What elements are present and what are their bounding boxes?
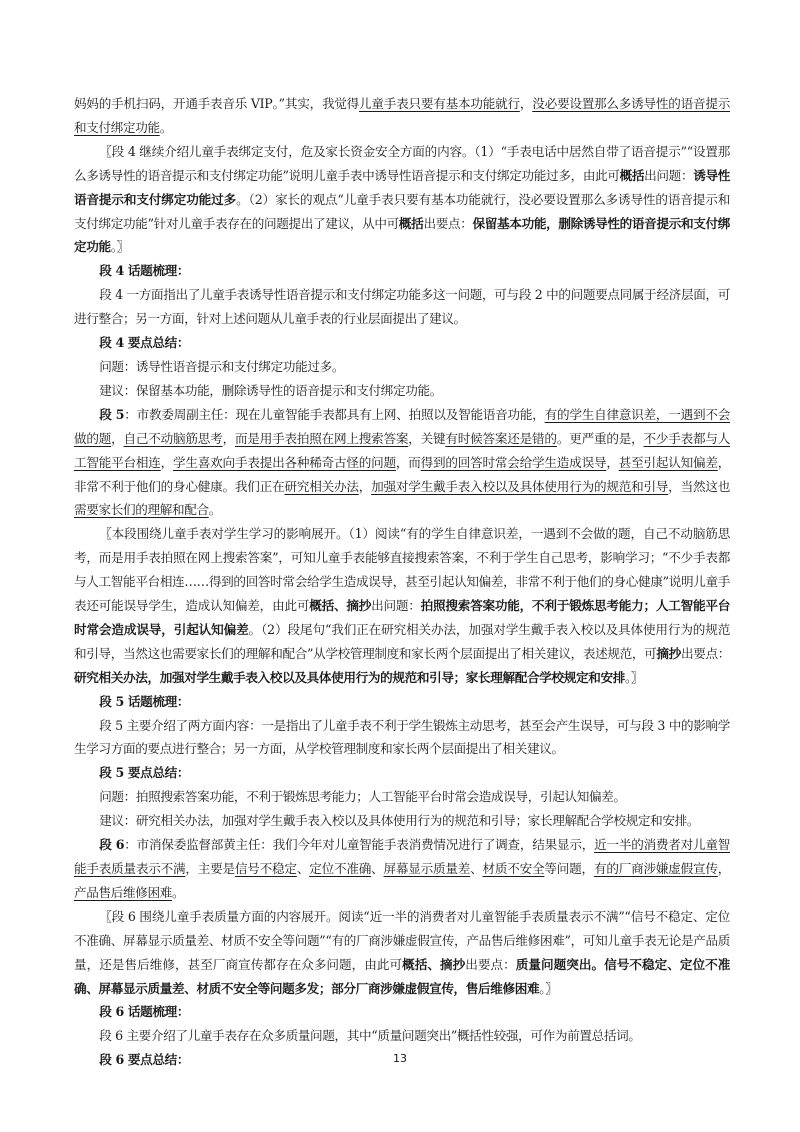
underlined-text: 自己不动脑筋思考 <box>123 430 223 446</box>
text-run: ，当然这也 <box>668 478 730 494</box>
text-run: ， <box>519 96 533 111</box>
underlined-text: 研究相关办法 <box>284 478 359 494</box>
text-run: 段 6 主要介绍了儿童手表存在众多质量问题，其中“质量问题突出”概括性较强，可作为前置总括词。 <box>99 1028 641 1044</box>
text-run: 。 <box>159 119 172 135</box>
text-run: 问题：诱导性语音提示和支付绑定功能过多。 <box>99 358 345 374</box>
text-run: ，主要是 <box>185 861 235 876</box>
underlined-text: 屏幕显示质量差 <box>383 861 471 876</box>
text-run: 。〗 <box>110 239 129 255</box>
text-run: 段 4 一方面指出了儿童手表诱导性语音提示和支付绑定功能多这一问题，可与段 2 中的问题要点同属于经济层面，可进行整合；另一方面，针对上述问题从儿童手表的行业层面提出了建议。 <box>74 287 730 327</box>
text-run: ，关键 <box>408 430 446 446</box>
text-run: ， <box>717 861 730 876</box>
text-run: 建议：研究相关办法，加强对学生戴手表入校以及具体使用行为的规范和引导；家长理解配合学校规定和安排。 <box>99 813 700 829</box>
text-run: ，非常不利于他们的身心健康。我们正在 <box>74 454 730 494</box>
bold-text: 保留基本功能，删除诱导性的语音提示和支付绑定功能 <box>74 215 730 255</box>
text-run: ， <box>111 430 124 446</box>
text-run: 建议：保留基本功能，删除诱导性的语音提示和支付绑定功能。 <box>99 382 443 398</box>
text-run: 妈妈的手机扫码，开通手表音乐 VIP。”其实，我觉得 <box>74 96 360 111</box>
text-run: 出要点： <box>423 215 473 231</box>
underlined-text: 有的学生自律意识差，一遇到不会做的题 <box>74 406 730 446</box>
text-run: 、 <box>296 861 310 876</box>
text-run: 出要点： <box>465 956 516 972</box>
text-run: ， <box>358 478 372 494</box>
underlined-text: 需要家长们的理解和配合 <box>74 502 209 518</box>
paragraph <box>74 92 730 140</box>
underlined-text: 有的厂商涉嫌虚假宣传 <box>593 861 718 876</box>
underlined-text: 定位不准确 <box>309 861 372 876</box>
underlined-text: 不少手表都与人工智能平台相连 <box>74 430 731 470</box>
document-body <box>74 92 730 1072</box>
bold-text: 概括 <box>398 215 424 231</box>
paragraph <box>74 522 730 689</box>
text-run: ， <box>160 454 174 470</box>
text-run: 。（2）家长的观点“儿童手表只要有基本功能就行，没必要设置那么多诱导性的语音提示和支付绑定功能”针对儿童手表存在的问题提出了建议，从中可 <box>74 191 730 231</box>
underlined-text: 甚至引起认知偏差 <box>618 454 718 470</box>
section-heading: 段 5 要点总结： <box>99 765 190 781</box>
text-run: 段 5 主要介绍了两方面内容：一是指出了儿童手表不利于学生锻炼主动思考，甚至会产生误导，可与段 3 中的影响学生学习方面的要点进行整合；另一方面，从学校管理制度和家长两个层面提出了相关建议。 <box>74 717 730 757</box>
text-run: 、 <box>371 861 384 876</box>
text-run: 〖段 6 围绕儿童手表质量方面的内容展开。阅读“近一半的消费者对儿童智能手表质量表示不满”“信号不稳定、定位不准确、屏幕显示质量差、材质不安全等问题”“有的厂商涉嫌虚假宣传，产品售后维修困难”，可知儿童手表无论是产品质量，还是售后维修，甚至厂商宣传都存在众多问题，由此可 <box>74 908 730 972</box>
underlined-text: 加强对学生戴手表入校以及具体使用行为的规范和引导 <box>371 478 669 494</box>
paragraph <box>74 1024 730 1048</box>
paragraph <box>74 905 730 1001</box>
underlined-text: 没必要设置那么多诱导性的语音提示和支付绑定功能 <box>74 96 730 135</box>
underlined-text: 而是用手表拍照在网上搜索答案 <box>234 430 409 446</box>
underlined-text: 有时候答案还是错的 <box>445 430 557 446</box>
text-run: 。（2）段尾句“我们正在研究相关办法，加强对学生戴手表入校以及具体使用行为的规范和引导，当然这也需要家长们的理解和配合”从学校管理制度和家长两个层面提出了相关建议，表述规范，可 <box>74 621 730 661</box>
underlined-text: 得到的回答时常会给学生造成误导 <box>420 454 607 470</box>
text-run: 。更严重的是， <box>556 430 644 446</box>
text-run: 。〗 <box>624 669 644 685</box>
text-run: ：市消保委监督部黄主任：我们今年对儿童智能手表消费情况进行了调查，结果显示， <box>124 837 595 853</box>
section-heading: 段 5 话题梳理： <box>99 693 190 709</box>
text-run: 出问题： <box>371 598 421 614</box>
bold-text: 研究相关办法，加强对学生戴手表入校以及具体使用行为的规范和引导；家长理解配合学校规定和安排 <box>74 669 625 685</box>
bold-text: 段 5 <box>99 406 125 422</box>
bold-text: 段 6 <box>99 837 125 853</box>
underlined-text: 信号不稳定 <box>234 861 297 876</box>
text-run: 〖本段围绕儿童手表对学生学习的影响展开。（1）阅读“有的学生自律意识差，一遇到不会做的题，自己不动脑筋思考，而是用手表拍照在网上搜索答案”，可知儿童手表能够直接搜索答案，不利于学生自己思考，影响学习；“不少手表都与人工智能平台相连……得到的回答时常会给学生造成误导，甚至引起认知偏差，非常不利于他们的身心健康”说明儿童手表还可能误导学生，造成认知偏差，由此可 <box>74 526 730 614</box>
text-run: 问题：拍照搜索答案功能，不利于锻炼思考能力；人工智能平台时常会造成误导，引起认知偏差。 <box>99 789 626 805</box>
underlined-text: 近一半的消费者对儿童智能手表质量表示不满 <box>74 837 730 876</box>
bold-text: 概括、摘抄 <box>402 956 466 972</box>
page-number: 13 <box>393 1052 407 1065</box>
text-run: 。 <box>208 502 221 518</box>
text-run: ， <box>222 430 235 446</box>
bold-text: 摘抄 <box>656 645 681 661</box>
section-heading: 段 4 话题梳理： <box>99 263 190 279</box>
paragraph <box>74 833 730 905</box>
underlined-text: 儿童手表只要有基本功能就行 <box>359 96 520 111</box>
paragraph <box>74 355 730 379</box>
paragraph <box>74 283 730 331</box>
bold-text: 概括、摘抄 <box>309 598 372 614</box>
underlined-text: 学生喜欢向手表提出各种稀奇古怪的问题 <box>173 454 396 470</box>
text-run: ：市教委周副主任：现在儿童智能手表都具有上网、拍照以及智能语音功能， <box>124 406 545 422</box>
paragraph <box>74 809 730 833</box>
text-run: 等问题， <box>544 861 594 876</box>
text-run: 出要点： <box>680 645 730 661</box>
paragraph <box>74 403 730 523</box>
paragraph <box>74 379 730 403</box>
paragraph <box>74 140 730 260</box>
text-run: 。 <box>171 884 185 900</box>
text-run: 出问题： <box>644 167 694 183</box>
bold-text: 质量问题突出。信号不稳定、定位不准确、屏幕显示质量差、材质不安全等问题多发；部分厂商涉嫌虚假宣传，售后维修困难 <box>74 956 730 996</box>
section-heading: 段 6 话题梳理： <box>99 1004 190 1020</box>
text-run: ， <box>606 454 619 470</box>
bold-text: 拍照搜索答案功能，不利于锻炼思考能力；人工智能平台时常会造成误导，引起认知偏差 <box>74 598 730 637</box>
underlined-text: 产品售后维修困难 <box>74 884 172 900</box>
bold-text: 诱导性语音提示和支付绑定功能过多 <box>74 167 730 207</box>
text-run: 〖段 4 继续介绍儿童手表绑定支付，危及家长资金安全方面的内容。（1）“手表电话中居然自带了语音提示”“设置那么多诱导性的语音提示和支付绑定功能”说明儿童手表中诱导性语音提示和支付绑定功能过多，由此可 <box>74 143 730 183</box>
section-heading: 段 4 要点总结： <box>99 335 190 351</box>
paragraph <box>74 714 730 762</box>
paragraph <box>74 785 730 809</box>
bold-text: 概括 <box>619 167 645 183</box>
text-run: 。〗 <box>539 980 558 996</box>
underlined-text: 材质不安全 <box>482 861 545 876</box>
text-run: ，而 <box>395 454 421 470</box>
text-run: 、 <box>470 861 483 876</box>
section-heading: 段 6 要点总结： <box>99 1052 190 1068</box>
